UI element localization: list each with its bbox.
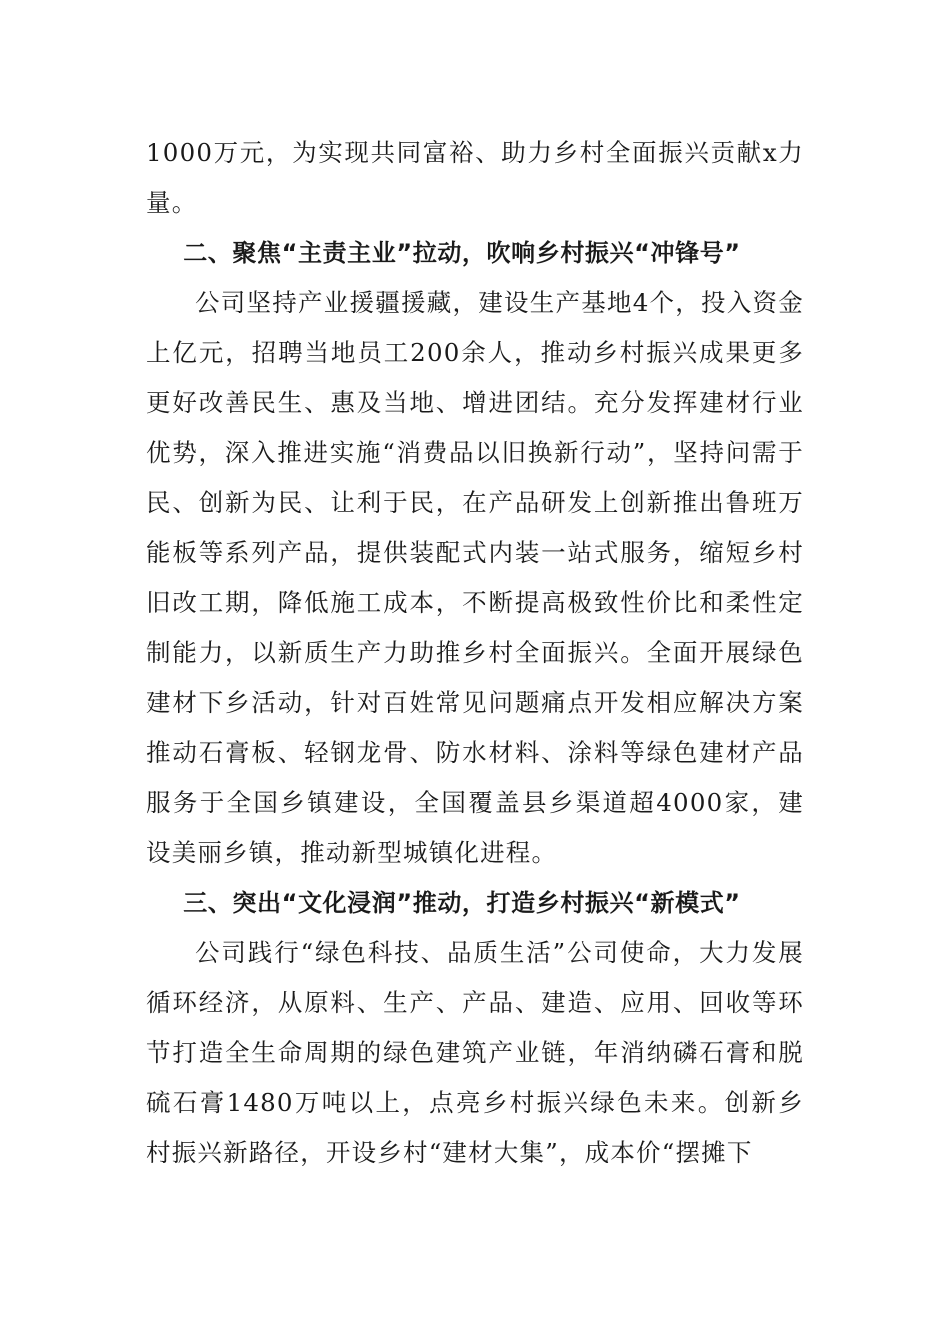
paragraph-section-2: 公司坚持产业援疆援藏，建设生产基地4个，投入资金上亿元，招聘当地员工200余人，推动乡村振兴成果更多更好改善民生、惠及当地、增进团结。充分发挥建材行业优势，深入推进实施“消费品以旧换新行动”，坚持问需于民、创新为民、让利于民，在产品研发上创新推出鲁班万能板等系列产品，提供装配式内装一站式服务，缩短乡村旧改工期，降低施工成本，不断提高极致性价比和柔性定制能力，以新质生产力助推乡村全面振兴。全面开展绿色建材下乡活动，针对百姓常见问题痛点开发相应解决方案推动石膏板、轻钢龙骨、防水材料、涂料等绿色建材产品服务于全国乡镇建设，全国覆盖县乡渠道超4000家，建设美丽乡镇，推动新型城镇化进程。 bbox=[146, 288, 804, 867]
document-body bbox=[146, 128, 804, 1178]
paragraph-continuation: 1000万元，为实现共同富裕、助力乡村全面振兴贡献x力量。 bbox=[146, 138, 804, 217]
paragraph-section-3: 公司践行“绿色科技、品质生活”公司使命，大力发展循环经济，从原料、生产、产品、建造、应用、回收等环节打造全生命周期的绿色建筑产业链，年消纳磷石膏和脱硫石膏1480万吨以上，点亮乡村振兴绿色未来。创新乡村振兴新路径，开设乡村“建材大集”，成本价“摆摊下 bbox=[146, 938, 804, 1167]
section-heading-2: 二、聚焦“主责主业”拉动，吹响乡村振兴“冲锋号” bbox=[183, 239, 741, 267]
section-heading-3: 三、突出“文化浸润”推动，打造乡村振兴“新模式” bbox=[183, 889, 741, 917]
